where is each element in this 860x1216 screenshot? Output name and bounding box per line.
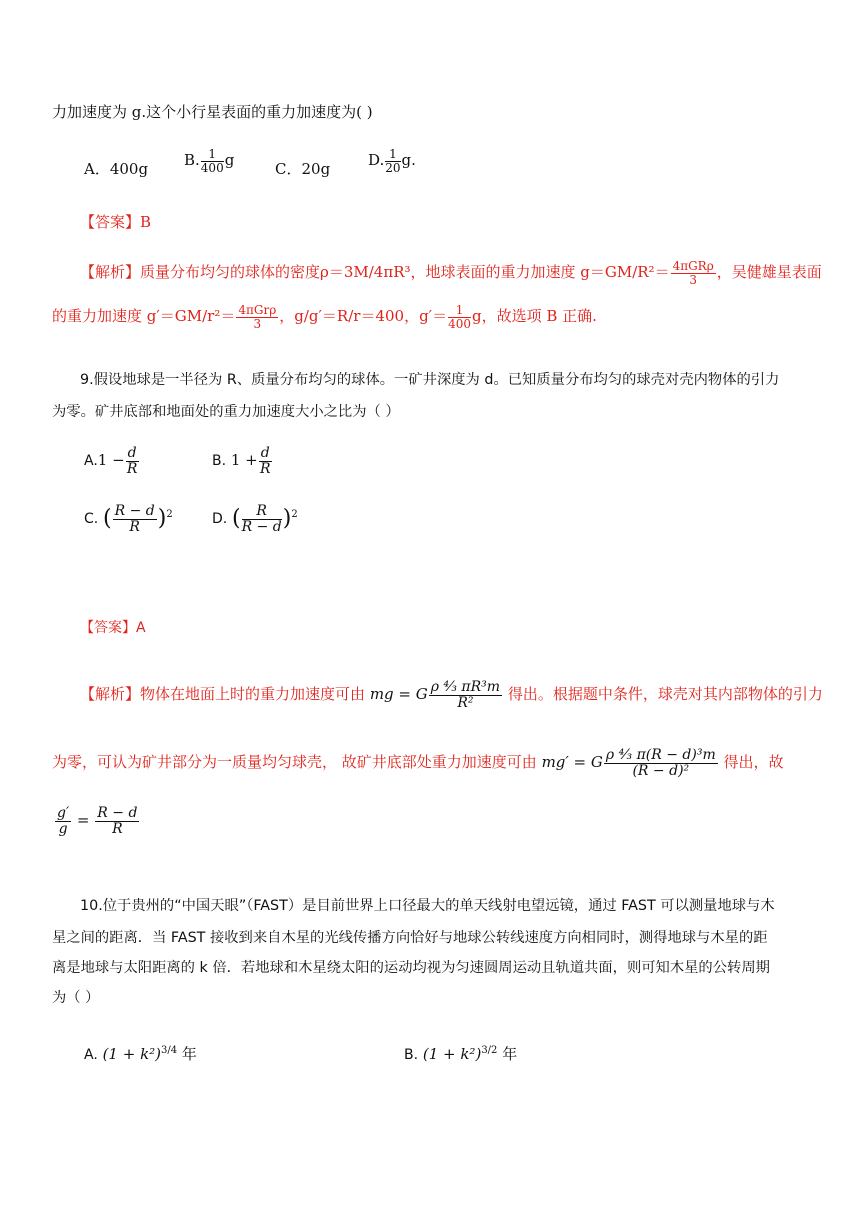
q10-stem-line-3: 离是地球与太阳距离的 k 倍．若地球和木星绕太阳的运动均视为匀速圆周运动且轨道共面，则可知木星的公转周期 [52,960,770,976]
formula-surface-gravity: mg = G $\frac{\text{ρ ⁴⁄₃ πR³m}}{\text{R²}}$ [369,679,501,711]
q9-answer: 【答案】A [80,620,146,636]
q10-stem-line-4: 为（ ） [52,990,100,1006]
q9-stem-line-2: 为零。矿井底部和地面处的重力加速度大小之比为（ ） [52,404,400,420]
q9-option-c: C. ( $\frac{R - d}{R}$ )$^2$ [84,503,173,535]
formula-mine-gravity: mg′ = G $\frac{\text{ρ ⁴⁄₃ π(R − d)³m}}{\text{(R − d)²}}$ [541,747,716,779]
q9-result-formula: $\frac{g'}{g}$ = $\frac{R - d}{R}$ [57,805,138,837]
q8-option-b: B. $\frac{1}{400}$ g [184,147,235,175]
q8-analysis-line-1: 【解析】质量分布均匀的球体的密度ρ＝3M/4πR³，地球表面的重力加速度 g＝GM/R²＝ $\frac{\text{4πGRρ}}{3}$ ，吴健雄星表面 [80,259,822,287]
q9-analysis-line-2: 为零，可认为矿井部分为一质量均匀球壳， 故矿井底部处重力加速度可由 mg′ = G $\frac{\text{ρ ⁴⁄₃ π(R − d)³m}}{\text{(R − d)²}}$ 得出，故 [52,747,784,779]
q9-option-a: A.1 − $\frac{d}{R}$ [84,445,138,477]
q9-option-d: D. ( $\frac{R}{R - d}$ )$^2$ [212,503,298,535]
q10-option-b: B. $(1 + k^2)^{3/2}$ 年 [404,1045,518,1063]
q10-stem-line-2: 星之间的距离．当 FAST 接收到来自木星的光线传播方向恰好与地球公转线速度方向相同时，测得地球与木星的距 [52,930,768,946]
q9-option-b: B. 1 + $\frac{d}{R}$ [212,445,271,477]
q9-stem-line-1: 9.假设地球是一半径为 R、质量分布均匀的球体。一矿井深度为 d。已知质量分布均匀的球壳对壳内物体的引力 [80,372,780,388]
q8-option-d: D. $\frac{1}{20}$ g. [368,147,416,175]
q8-analysis-line-2: 的重力加速度 g′＝GM/r²＝ $\frac{\text{4πGrρ}}{3}$ ，g/g′＝R/r＝400，g′＝ $\frac{1}{400}$ g，故选项 B 正确. [52,303,597,331]
q8-answer: 【答案】B [80,213,152,231]
q10-option-a: A. $(1 + k^2)^{3/4}$ 年 [84,1045,197,1063]
q8-stem-tail: 力加速度为 g.这个小行星表面的重力加速度为( ) [52,103,373,121]
q8-option-a: A．400g [84,160,149,178]
q9-analysis-line-1: 【解析】物体在地面上时的重力加速度可由 mg = G $\frac{\text{ρ ⁴⁄₃ πR³m}}{\text{R²}}$ 得出。根据题中条件，球壳对其内部物体的引力 [80,679,823,711]
q8-option-c: C．20g [275,160,331,178]
q10-stem-line-1: 10.位于贵州的“中国天眼”（FAST）是目前世界上口径最大的单天线射电望远镜，通过 FAST 可以测量地球与木 [80,898,775,914]
